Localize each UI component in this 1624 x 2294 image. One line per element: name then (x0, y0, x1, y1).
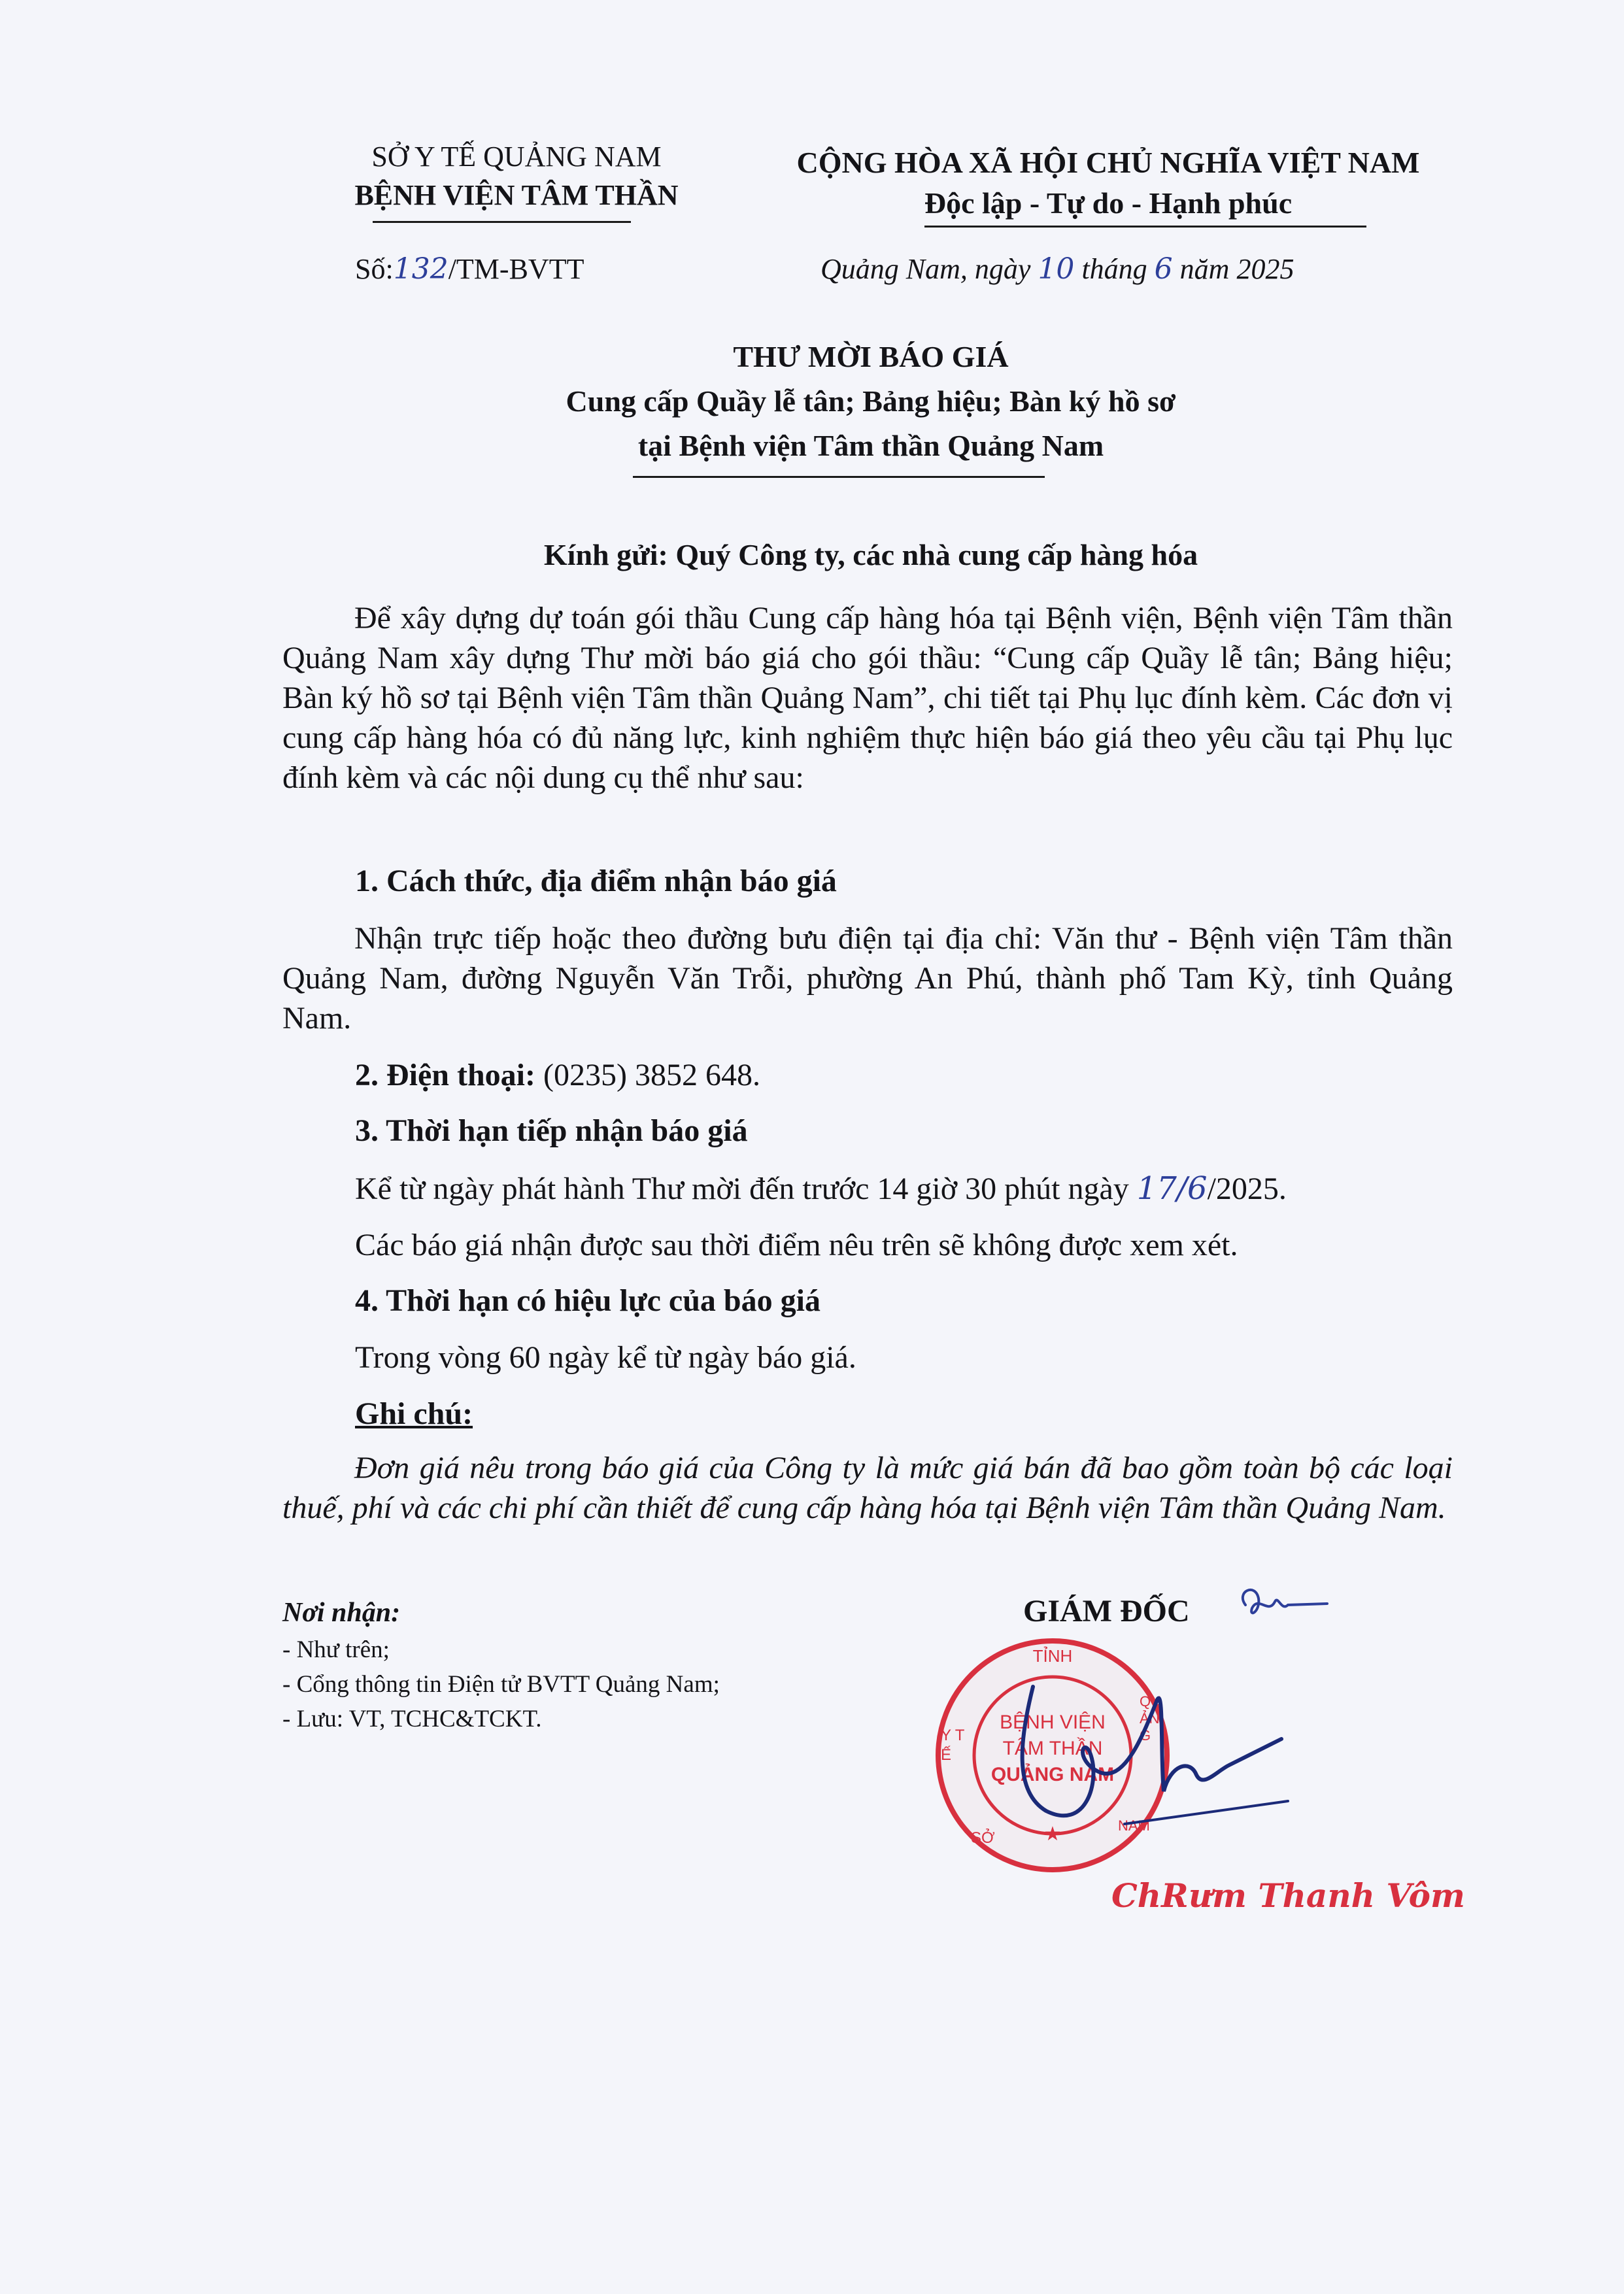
stamp-center-line2: TÂM THẦN (1002, 1738, 1103, 1759)
deadline-prefix: Kể từ ngày phát hành Thư mời đến trước 14 giờ 30 phút ngày (355, 1172, 1129, 1206)
deadline-year: /2025. (1207, 1172, 1287, 1206)
department-name: SỞ Y TẾ QUẢNG NAM (371, 141, 662, 173)
date-day-handwritten: 10 (1038, 252, 1075, 286)
date-month-handwritten: 6 (1154, 252, 1173, 286)
recipient-line: Kính gửi: Quý Công ty, các nhà cung cấp hàng hóa (543, 538, 1198, 571)
deadline-day-handwritten: 17 (1136, 1170, 1177, 1207)
recipients-heading: Nơi nhận: (282, 1598, 401, 1628)
deadline-line (355, 1169, 1287, 1209)
section4-heading: 4. Thời hạn có hiệu lực của báo giá (355, 1283, 820, 1318)
stamp-right-text: QUẢNG (1140, 1693, 1161, 1744)
section1-heading: 1. Cách thức, địa điểm nhận báo giá (355, 864, 837, 898)
stamp-bottom-left-text: SỞ (971, 1829, 995, 1847)
date-year: năm 2025 (1179, 253, 1294, 285)
section2-line (355, 1056, 760, 1095)
country-name: CỘNG HÒA XÃ HỘI CHỦ NGHĨA VIỆT NAM (796, 146, 1420, 179)
director-signature (994, 1661, 1308, 1857)
hospital-underline (373, 221, 631, 223)
stamp-bottom-right-text: NAM (1118, 1817, 1150, 1834)
document-title: THƯ MỜI BÁO GIÁ (733, 340, 1009, 373)
director-title: GIÁM ĐỐC (1023, 1594, 1190, 1628)
national-motto: Độc lập - Tự do - Hạnh phúc (924, 186, 1293, 220)
recipient-item: - Như trên; (282, 1636, 390, 1663)
late-quotes-note: Các báo giá nhận được sau thời điểm nêu trên sẽ không được xem xét. (355, 1228, 1238, 1262)
note-text: Đơn giá nêu trong báo giá của Công ty là mức giá bán đã bao gồm toàn bộ các loại thuế, phí và các chi phí cần thiết để cung cấp hàng hóa tại Bệnh viện Tâm thần Quảng Nam. (282, 1451, 1453, 1525)
initials-mark (1229, 1579, 1334, 1638)
section1-text: Nhận trực tiếp hoặc theo đường bưu điện tại địa chỉ: Văn thư - Bệnh viện Tâm thần Quảng Nam, đường Nguyễn Văn Trỗi, phường An Phú, thành phố Tam Kỳ, tỉnh Quảng Nam. (282, 921, 1453, 1036)
title-underline (633, 476, 1045, 478)
document-subtitle-line1: Cung cấp Quầy lễ tân; Bảng hiệu; Bàn ký hồ sơ (566, 384, 1176, 418)
deadline-month-handwritten: 6 (1187, 1170, 1208, 1207)
hospital-name: BỆNH VIỆN TÂM THẦN (354, 179, 679, 211)
motto-underline (924, 226, 1366, 228)
note-heading: Ghi chú: (355, 1396, 473, 1431)
section3-heading: 3. Thời hạn tiếp nhận báo giá (355, 1113, 748, 1148)
director-name: ChRưm Thanh Vôm (1111, 1876, 1465, 1915)
date-month-word: tháng (1081, 253, 1147, 285)
svg-text:★: ★ (1043, 1823, 1062, 1845)
intro-paragraph: Để xây dựng dự toán gói thầu Cung cấp hàng hóa tại Bệnh viện, Bệnh viện Tâm thần Quảng Nam xây dựng Thư mời báo giá cho gói thầu: “Cung cấp Quầy lễ tân; Bảng hiệu; Bàn ký hồ sơ tại Bệnh viện Tâm thần Quảng Nam”, chi tiết tại Phụ lục đính kèm. Các đơn vị cung cấp hàng hóa có đủ năng lực, kinh nghiệm thực hiện báo giá theo yêu cầu tại Phụ lục đính kèm và các nội dung cụ thể như sau: (282, 601, 1453, 795)
document-number-prefix: Số: (355, 253, 394, 285)
document-subtitle-line2: tại Bệnh viện Tâm thần Quảng Nam (637, 429, 1104, 462)
date-prefix: Quảng Nam, ngày (820, 253, 1031, 285)
document-number-suffix: /TM-BVTT (448, 253, 584, 285)
stamp-center-line3: QUẢNG NAM (990, 1764, 1115, 1785)
section2-heading: 2. Điện thoại: (355, 1058, 535, 1092)
stamp-center-line1: BỆNH VIỆN (1000, 1712, 1106, 1733)
stamp-top-text: TỈNH (1032, 1646, 1073, 1666)
document-number-handwritten: 132 (393, 252, 448, 286)
stamp-left-text: Y TẾ (941, 1727, 965, 1764)
document-number (355, 252, 584, 287)
phone-number: (0235) 3852 648. (543, 1058, 760, 1092)
issue-date (820, 252, 1294, 287)
deadline-separator: / (1176, 1170, 1188, 1207)
validity-text: Trong vòng 60 ngày kể từ ngày báo giá. (355, 1340, 856, 1375)
recipient-item: - Lưu: VT, TCHC&TCKT. (282, 1706, 542, 1732)
recipient-item: - Cổng thông tin Điện tử BVTT Quảng Nam; (282, 1671, 720, 1698)
